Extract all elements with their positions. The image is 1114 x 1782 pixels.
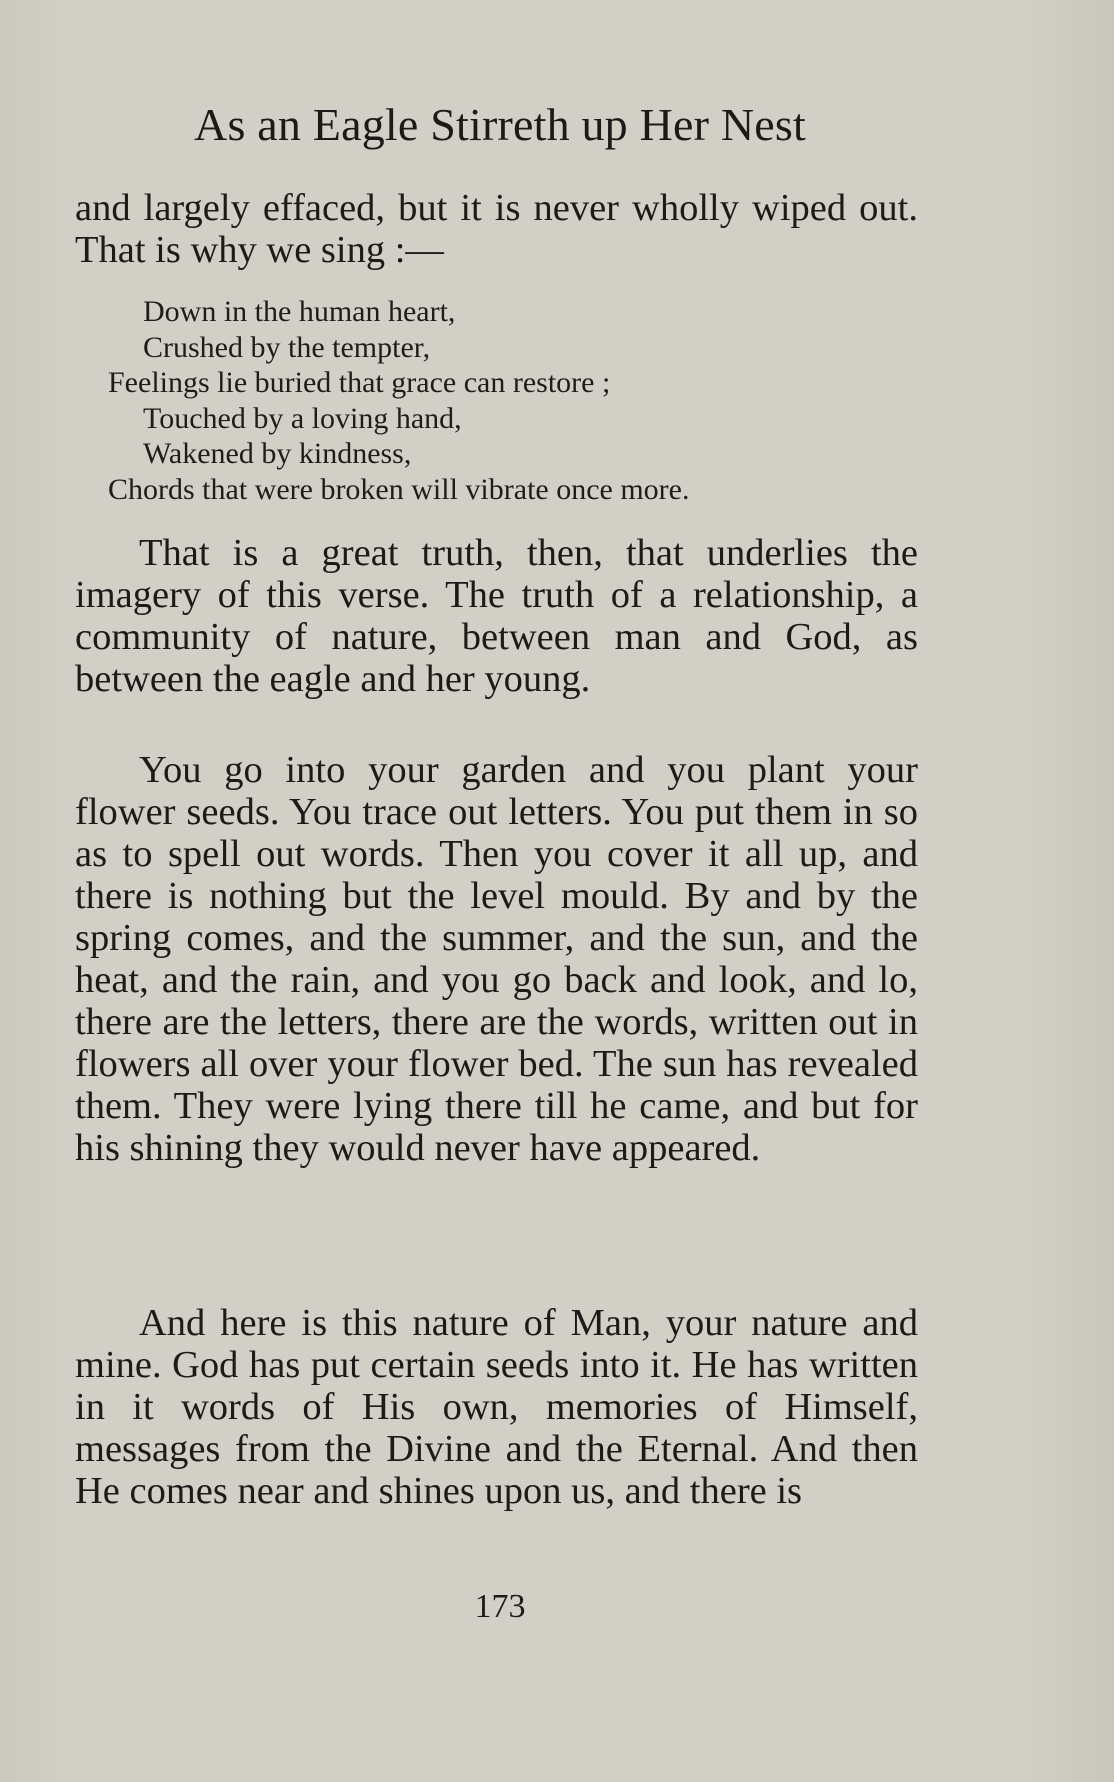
paragraph-3-text: You go into your garden and you plant your flower seeds. You trace out letters. You put them in so as to spell out words. Then you cover it all up, and there is nothing but the level mould. By and by the spring comes, and the summer, and the sun, and the heat, and the rain, and you go back and look, and lo, there are the letters, there are the words, written out in flowers all over your flower bed. The sun has revealed them. They were lying there till he came, and but for his shining they would never have appeared. [75,749,918,1169]
running-head: As an Eagle Stirreth up Her Nest [194,99,806,150]
paragraph-4-text: And here is this nature of Man, your nature and mine. God has put certain seeds into it. He has written in it words of His own, memories of Himself, messages from the Divine and the Eternal. And then He comes near and shines upon us, and there is [75,1302,918,1512]
verse-line-3: Feelings lie buried that grace can restore ; [108,366,611,399]
paragraph-1 [75,187,918,271]
page-number: 173 [474,1588,526,1625]
paragraph-2-text: That is a great truth, then, that underlies the imagery of this verse. The truth of a relationship, a community of nature, between man and God, as between the eagle and her young. [75,532,918,700]
paragraph-2 [75,532,918,700]
verse-line-1: Down in the human heart, [143,295,456,328]
paragraph-4 [75,1302,918,1512]
paragraph-3 [75,749,918,1169]
verse-line-2: Crushed by the tempter, [143,330,431,364]
paragraph-1-text: and largely effaced, but it is never wholly wiped out. That is why we sing :— [75,187,918,271]
verse-line-5: Wakened by kindness, [143,437,412,470]
verse-line-4: Touched by a loving hand, [143,401,462,435]
verse-line-6: Chords that were broken will vibrate once more. [108,472,690,506]
hymn-verse [108,294,689,507]
